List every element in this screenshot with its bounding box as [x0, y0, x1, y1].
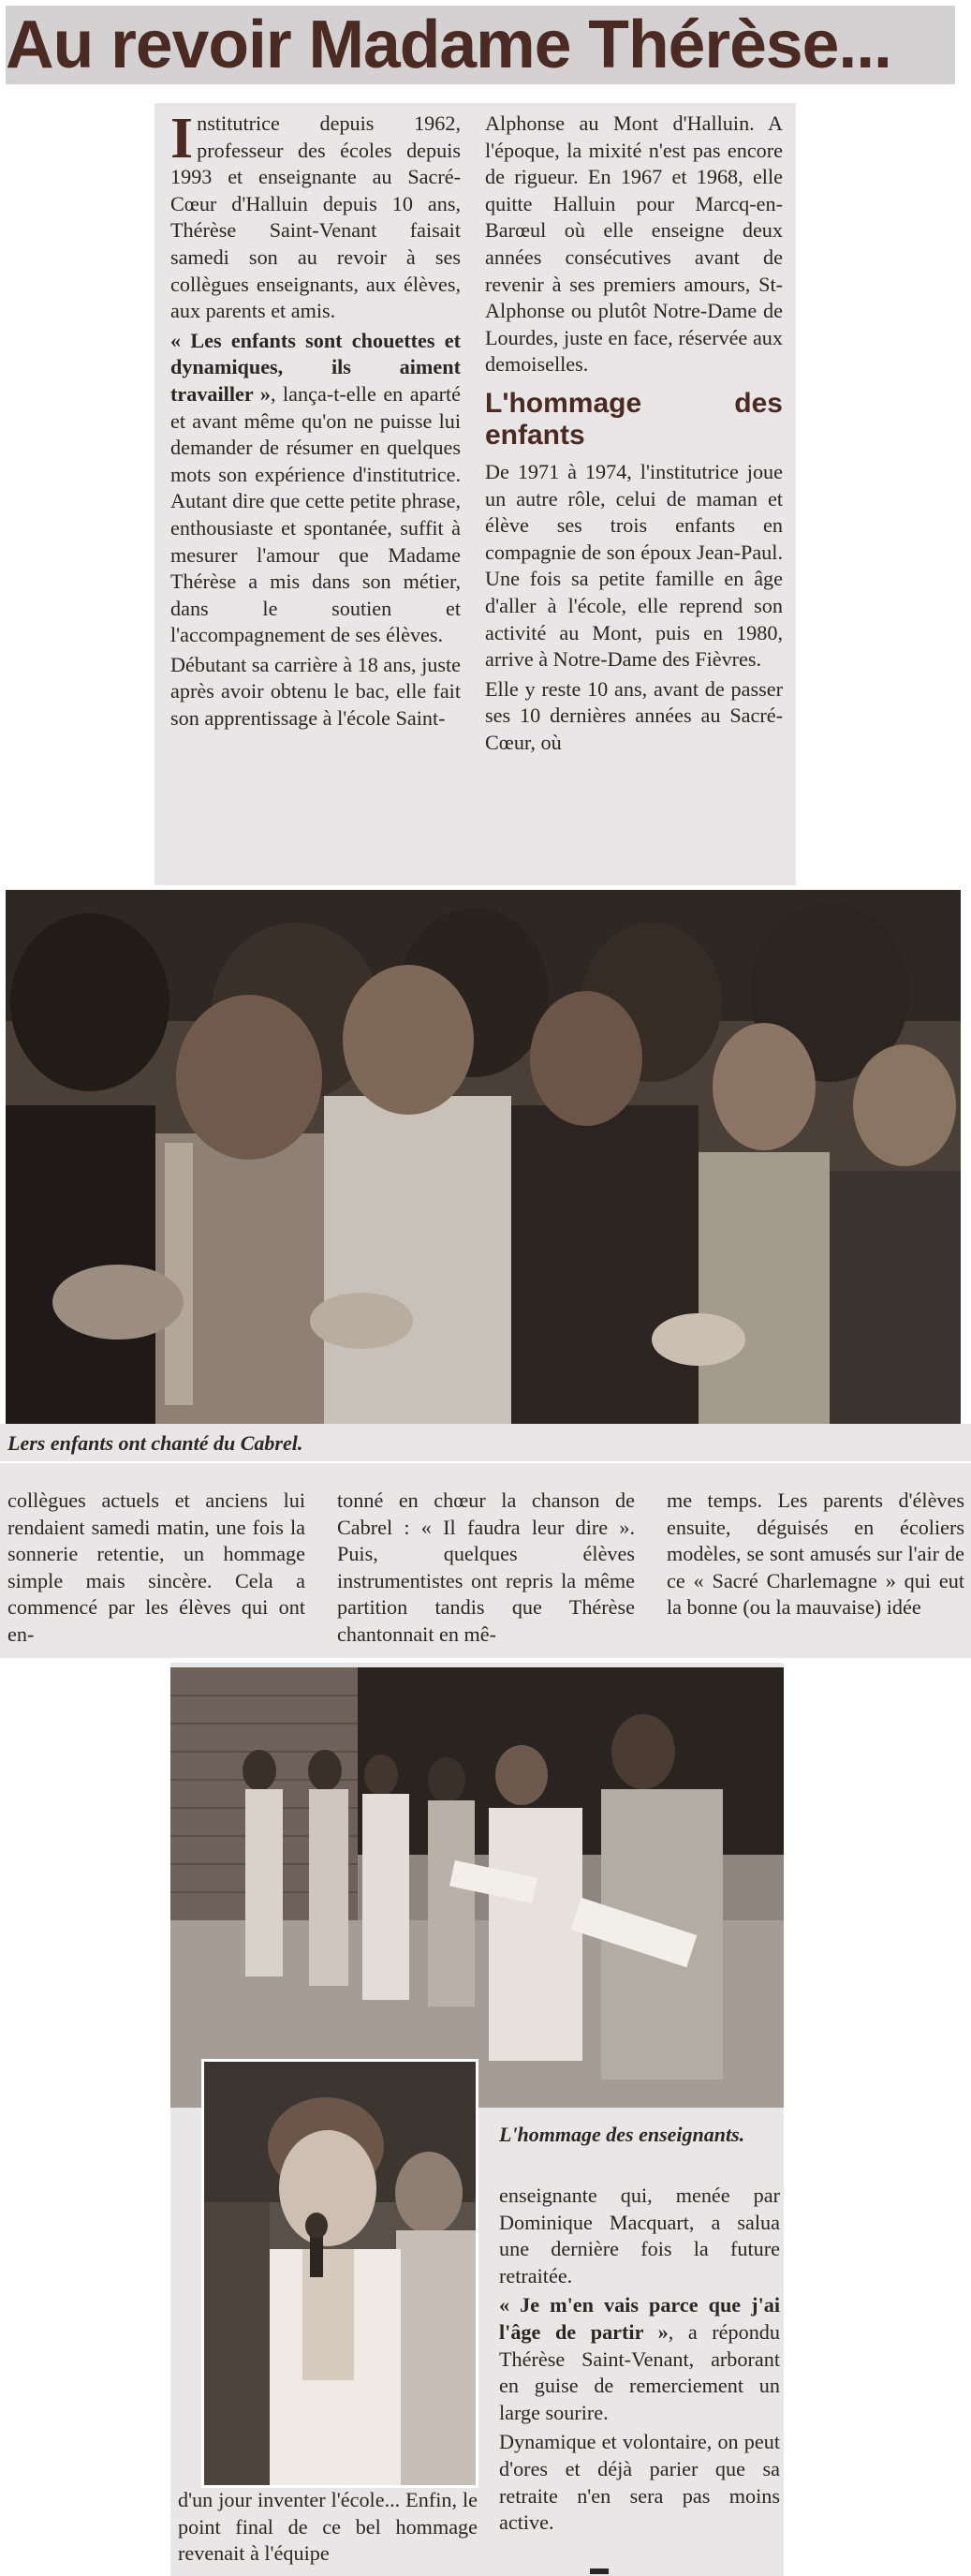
section-subhead: L'hommage des enfants [485, 387, 783, 451]
bottom-left-column: d'un jour inventer l'école... Enfin, le point final de ce bel hommage revenait à l'équipe [178, 2488, 478, 2566]
pull-quote-1: « Les enfants sont chouettes et dynamiques, ils aiment travailler » [170, 328, 461, 406]
quote-paragraph-2-text: , a répondu Thérèse Saint-Venant, arborant en guise de remerciement un large sourire. [499, 2319, 780, 2424]
article-column-2 [485, 111, 783, 881]
career-paragraph: Débutant sa carrière à 18 ans, juste après avoir obtenu le bac, elle fait son apprentissage à l'école Saint- [170, 652, 461, 731]
bottom-right-paragraph-1: enseignante qui, menée par Dominique Macquart, a salua une dernière fois la future retraitée. [499, 2184, 780, 2287]
photo-caption-1: Lers enfants ont chanté du Cabrel. [7, 1431, 303, 1455]
article-column-1 [170, 111, 461, 881]
intro-text: nstitutrice depuis 1962, professeur des écoles depuis 1993 et enseignante au Sacré-Cœur d'Halluin depuis 10 ans, Thérèse Saint-Venant faisait samedi son au revoir à ses collègues enseignants, aux élèves, aux parents et amis. [170, 111, 461, 323]
photo-caption-2: L'hommage des enseignants. [499, 2123, 745, 2146]
photo-children-image [6, 890, 961, 1424]
drop-cap: I [170, 111, 194, 170]
middle-column-1: collègues actuels et anciens lui rendaient samedi matin, une fois la sonnerie retentie, un hommage simple mais sincère. Cela a commencé par les élèves qui ont en- [7, 1488, 305, 1646]
photo-portrait-image [204, 2062, 476, 2485]
end-mark [590, 2569, 609, 2574]
quote-paragraph-2 [499, 2292, 780, 2426]
quote-paragraph [170, 328, 461, 649]
col2-paragraph-1: Alphonse au Mont d'Halluin. A l'époque, la mixité n'est pas encore de rigueur. En 1967 et 1968, elle quitte Halluin pour Marcq-en-Barœul où elle enseigne deux années consécutives avant de revenir à ses premiers amours, St-Alphonse ou plutôt Notre-Dame de Lourdes, juste en face, réservée aux demoiselles. [485, 111, 783, 377]
photo-therese-portrait [201, 2059, 478, 2488]
photo-teachers [170, 1667, 784, 2108]
headline: Au revoir Madame Thérèse... [6, 6, 955, 84]
quote-paragraph-text: , lança-t-elle en aparté et avant même qu'on ne puisse lui demander de résumer en quelques mots son expérience d'institutrice. Autant dire que cette petite phrase, enthousiaste et spontanée, suffit à mesurer l'amour que Madame Thérèse a mis dans son métier, dans le soutien et l'accompagnement de ses élèves. [170, 381, 461, 647]
col2-paragraph-2: De 1971 à 1974, l'institutrice joue un autre rôle, celui de maman et élève ses trois enfants en compagnie de son époux Jean-Paul. Une fois sa petite famille en âge d'aller à l'école, elle reprend son activité au Mont, puis en 1980, arrive à Notre-Dame des Fièvres. [485, 459, 783, 672]
middle-column-2: tonné en chœur la chanson de Cabrel : « Il faudra leur dire ». Puis, quelques élèves instrumentistes ont repris la même partition tandis que Thérèse chantonnait en mê- [337, 1488, 635, 1646]
photo-children-singing [6, 890, 961, 1424]
pull-quote-2: « Je m'en vais parce que j'ai l'âge de partir » [499, 2293, 780, 2344]
intro-paragraph [170, 111, 461, 325]
bottom-right-paragraph-3: Dynamique et volontaire, on peut d'ores et déjà parier que sa retraite n'en sera pas moins active. [499, 2430, 780, 2535]
photo-teachers-image [170, 1667, 784, 2108]
col2-paragraph-3: Elle y reste 10 ans, avant de passer ses 10 dernières années au Sacré-Cœur, où [485, 676, 783, 754]
bottom-right-column [499, 2183, 780, 2567]
middle-column-3: me temps. Les parents d'élèves ensuite, déguisés en écoliers modèles, se sont amusés sur l'air de ce « Sacré Charlemagne » qui eut la bonne (ou la mauvaise) idée [667, 1488, 964, 1620]
